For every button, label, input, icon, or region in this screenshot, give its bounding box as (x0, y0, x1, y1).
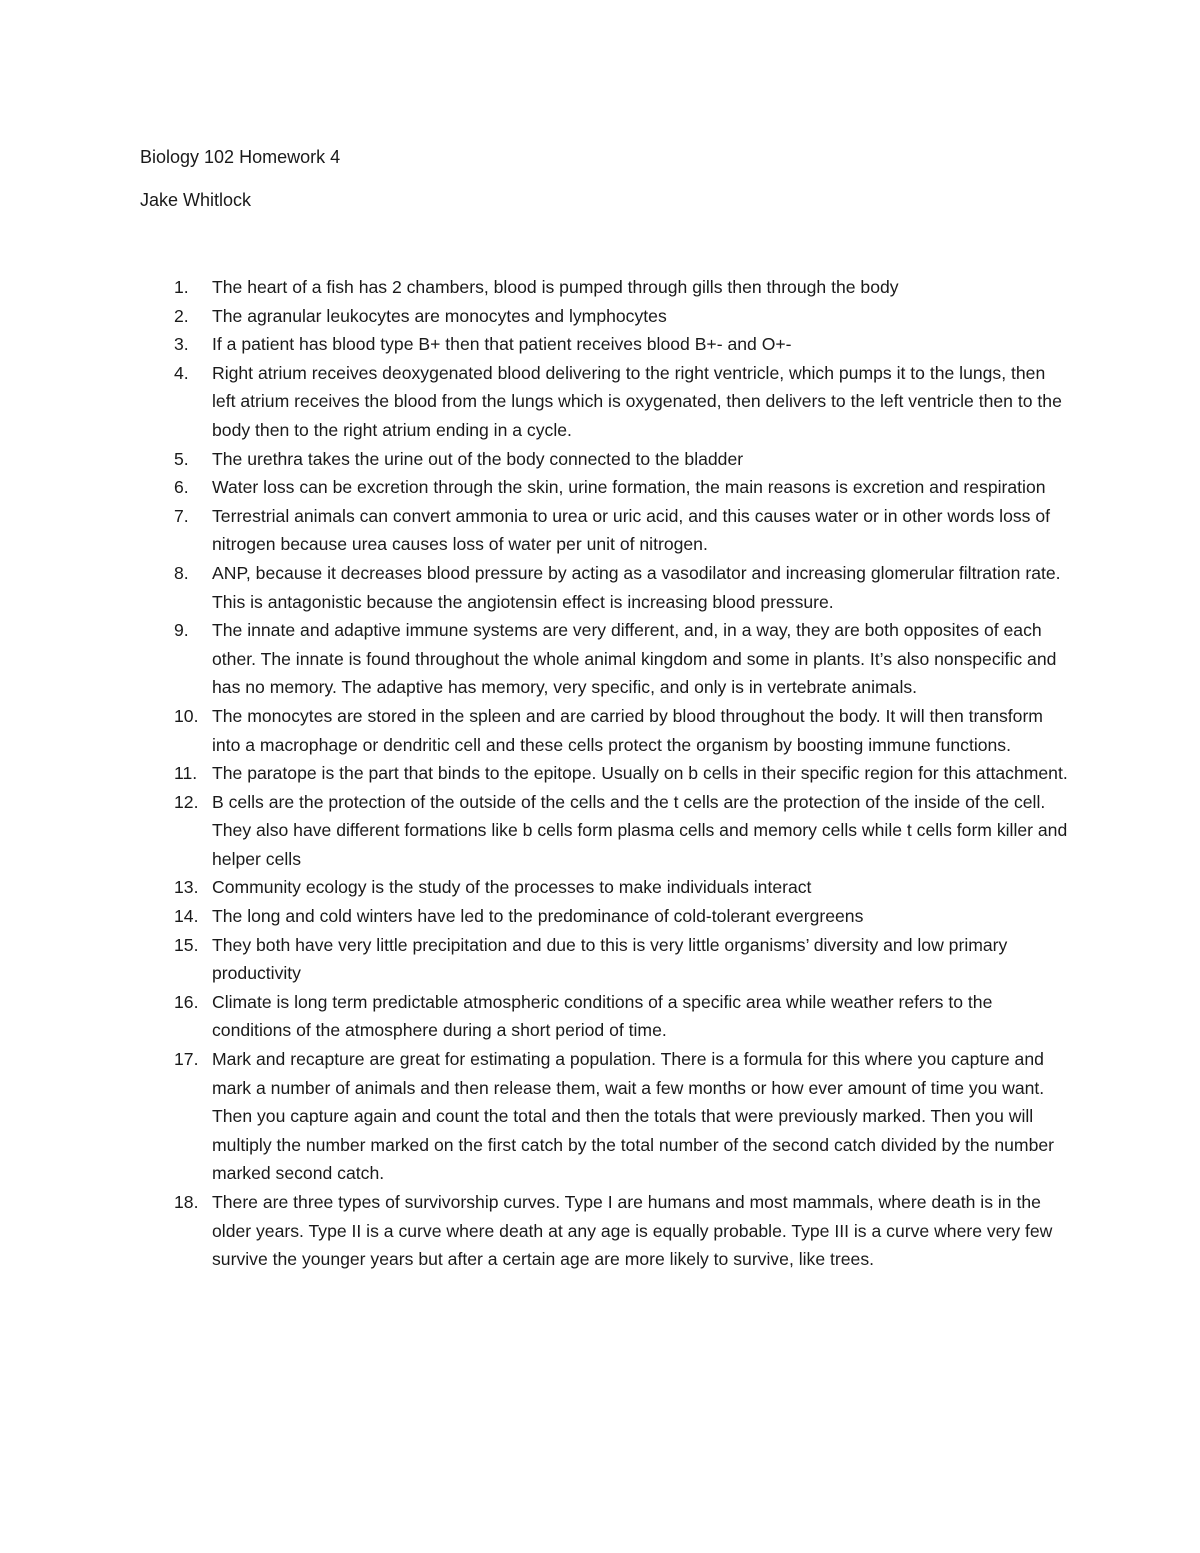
item-text: If a patient has blood type B+ then that patient receives blood B+- and O+- (212, 334, 792, 355)
item-text: The long and cold winters have led to the predominance of cold-tolerant evergreens (212, 906, 864, 927)
list-item (140, 473, 1070, 502)
item-number: 17. (174, 1049, 199, 1070)
list-item (140, 502, 1070, 559)
list-item (140, 788, 1070, 874)
list-item (140, 702, 1070, 759)
list-item (140, 931, 1070, 988)
item-text: The heart of a fish has 2 chambers, blood is pumped through gills then through the body (212, 277, 899, 297)
item-text: The paratope is the part that binds to the epitope. Usually on b cells in their specific region for this attachment. (212, 763, 1068, 784)
list-item (140, 873, 1070, 902)
item-text: The agranular leukocytes are monocytes and lymphocytes (212, 305, 667, 326)
list-item (140, 1045, 1070, 1188)
item-number: 12. (174, 791, 199, 812)
item-number: 16. (174, 991, 199, 1012)
list-item (140, 330, 1070, 359)
item-text: Climate is long term predictable atmospheric conditions of a specific area while weather refers to the conditions of the atmosphere during a short period of time. (212, 991, 993, 1041)
item-text: There are three types of survivorship curves. Type I are humans and most mammals, where death is in the older years. Type II is a curve where death at any age is equally probable. Type III is a curve where very few survive the younger years but after a certain age are more likely to survive, like trees. (212, 1192, 1053, 1270)
item-text: Community ecology is the study of the processes to make individuals interact (212, 877, 812, 898)
item-number: 14. (174, 906, 199, 927)
item-number: 3. (174, 334, 189, 355)
list-item (140, 902, 1070, 931)
item-number: 6. (174, 477, 189, 498)
item-text: Right atrium receives deoxygenated blood delivering to the right ventricle, which pumps it to the lungs, then left atrium receives the blood from the lungs which is oxygenated, then delivers to the left ventricle then to the body then to the right atrium ending in a cycle. (212, 362, 1062, 440)
item-number: 10. (174, 705, 199, 726)
list-item (140, 559, 1070, 616)
item-number: 18. (174, 1192, 199, 1212)
item-text: B cells are the protection of the outside of the cells and the t cells are the protection of the inside of the cell. They also have different formations like b cells form plasma cells and memory cells while t cells form killer and helper cells (212, 791, 1068, 869)
item-text: The urethra takes the urine out of the body connected to the bladder (212, 448, 744, 469)
author-name: Jake Whitlock (140, 190, 252, 210)
answer-list (140, 273, 1070, 1274)
list-item (140, 359, 1070, 445)
list-item (140, 616, 1070, 702)
item-number: 13. (174, 877, 199, 898)
item-number: 5. (174, 448, 189, 469)
document-title: Biology 102 Homework 4 (140, 147, 341, 167)
list-item (140, 1188, 1070, 1274)
item-number: 9. (174, 620, 189, 641)
item-number: 1. (174, 277, 189, 297)
item-number: 11. (174, 763, 198, 784)
item-number: 15. (174, 934, 199, 955)
item-number: 8. (174, 562, 189, 583)
item-number: 7. (174, 505, 189, 526)
list-item (140, 759, 1070, 788)
item-text: The monocytes are stored in the spleen and are carried by blood throughout the body. It will then transform into a macrophage or dendritic cell and these cells protect the organism by boosting immune functions. (212, 705, 1043, 755)
item-text: The innate and adaptive immune systems are very different, and, in a way, they are both opposites of each other. The innate is found throughout the whole animal kingdom and some in plants. It’s also nonspecific and has no memory. The adaptive has memory, very specific, and only is in vertebrate animals. (212, 620, 1057, 698)
item-text: Mark and recapture are great for estimating a population. There is a formula for this where you capture and mark a number of animals and then release them, wait a few months or how ever amount of time you want. Then you capture again and count the total and then the totals that were previously marked. Then you will multiply the number marked on the first catch by the total number of the second catch divided by the number marked second catch. (212, 1049, 1055, 1184)
list-item (140, 302, 1070, 331)
item-number: 4. (174, 362, 189, 383)
list-item (140, 445, 1070, 474)
item-text: Terrestrial animals can convert ammonia to urea or uric acid, and this causes water or in other words loss of nitrogen because urea causes loss of water per unit of nitrogen. (212, 505, 1051, 555)
item-text: They both have very little precipitation and due to this is very little organisms’ diversity and low primary productivity (212, 934, 1008, 984)
list-item (140, 988, 1070, 1045)
list-item (140, 273, 1070, 302)
item-number: 2. (174, 305, 189, 326)
item-text: Water loss can be excretion through the skin, urine formation, the main reasons is excretion and respiration (212, 477, 1046, 498)
item-text: ANP, because it decreases blood pressure by acting as a vasodilator and increasing glomerular filtration rate. This is antagonistic because the angiotensin effect is increasing blood pressure. (212, 562, 1061, 612)
